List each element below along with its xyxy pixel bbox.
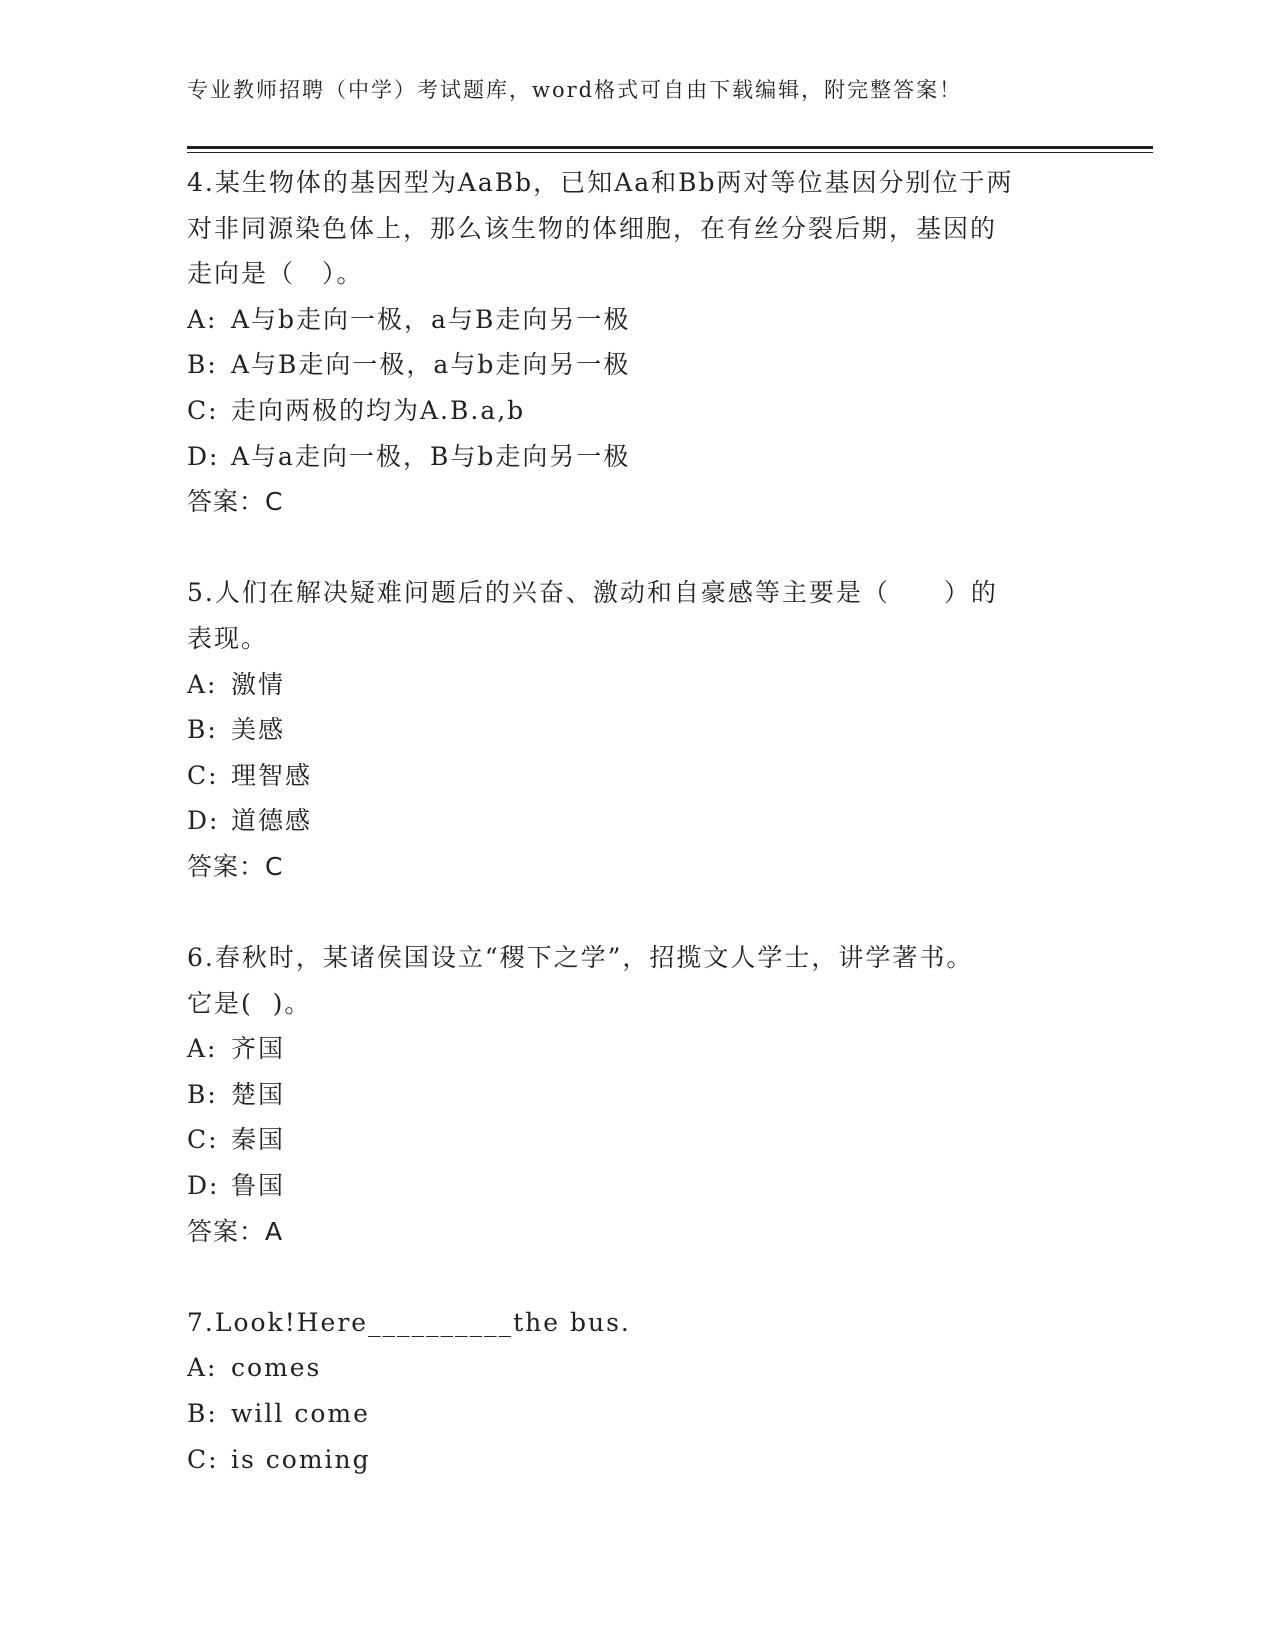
option-letter: D: [187,806,220,836]
option-letter: A: [187,304,218,334]
question-stem [187,160,1087,297]
option-letter: C: [187,1125,219,1155]
stem-line: 走向是（ ）。 [187,259,364,289]
option-letter: B: [187,715,218,745]
stem-line: 对非同源染色体上，那么该生物的体细胞，在有丝分裂后期，基因的 [187,213,998,243]
answer-line: 答案：C [187,851,284,881]
question-block [187,935,1087,1254]
answer-line: 答案：A [187,1216,284,1246]
option-text: 激情 [231,669,286,699]
option-b [187,707,1087,753]
stem-line: 6.春秋时，某诸侯国设立“稷下之学”，招揽文人学士，讲学著书。 [187,943,974,973]
option-letter: C: [187,760,219,790]
option-a [187,1345,1087,1391]
option-c [187,388,1087,434]
option-d [187,434,1087,480]
page-header: 专业教师招聘（中学）考试题库，word格式可自由下载编辑，附完整答案！ [187,78,963,102]
option-b [187,1072,1087,1118]
option-text: 秦国 [231,1125,286,1155]
option-letter: D: [187,1171,220,1201]
option-letter: C: [187,1444,219,1474]
option-d [187,798,1087,844]
spacer [187,1254,1087,1300]
option-text: is coming [231,1444,371,1474]
stem-line: 它是( )。 [187,988,312,1018]
option-letter: A: [187,669,218,699]
question-block [187,1300,1087,1482]
option-letter: C: [187,395,219,425]
option-a [187,297,1087,343]
option-letter: B: [187,1399,218,1429]
option-a [187,662,1087,708]
stem-line: 5.人们在解决疑难问题后的兴奋、激动和自豪感等主要是（ ）的 [187,578,998,608]
option-d [187,1163,1087,1209]
option-letter: D: [187,441,220,471]
stem-line: 4.某生物体的基因型为AaBb，已知Aa和Bb两对等位基因分别位于两 [187,168,1014,197]
header-rule-thin [187,152,1153,153]
question-list [187,160,1087,1482]
question-stem [187,935,1087,1026]
header-rule-thick [187,146,1153,149]
answer-line: 答案：C [187,487,284,517]
option-text: 齐国 [231,1034,286,1064]
option-text: 理智感 [231,760,313,790]
option-b [187,1391,1087,1437]
stem-line: 7.Look!Here__________the bus. [187,1307,631,1337]
question-stem [187,570,1087,661]
spacer [187,890,1087,936]
option-letter: B: [187,350,218,380]
option-c [187,1117,1087,1163]
option-letter: B: [187,1079,218,1109]
option-text: 鲁国 [231,1171,286,1201]
spacer [187,525,1087,571]
question-stem [187,1300,1087,1346]
option-c [187,1437,1087,1483]
option-text: will come [231,1399,370,1429]
option-letter: A: [187,1034,218,1064]
option-text: 楚国 [231,1079,286,1109]
stem-line: 表现。 [187,623,269,653]
option-text: comes [231,1353,322,1383]
option-text: A与b走向一极，a与B走向另一极 [231,304,631,334]
option-text: A与a走向一极，B与b走向另一极 [231,441,631,471]
option-text: 道德感 [231,806,313,836]
option-a [187,1026,1087,1072]
option-text: 美感 [231,715,286,745]
question-block [187,570,1087,889]
option-c [187,753,1087,799]
question-block [187,160,1087,525]
option-b [187,342,1087,388]
option-text: A与B走向一极，a与b走向另一极 [231,350,631,380]
option-letter: A: [187,1353,218,1383]
option-text: 走向两极的均为A.B.a,b [231,395,526,425]
